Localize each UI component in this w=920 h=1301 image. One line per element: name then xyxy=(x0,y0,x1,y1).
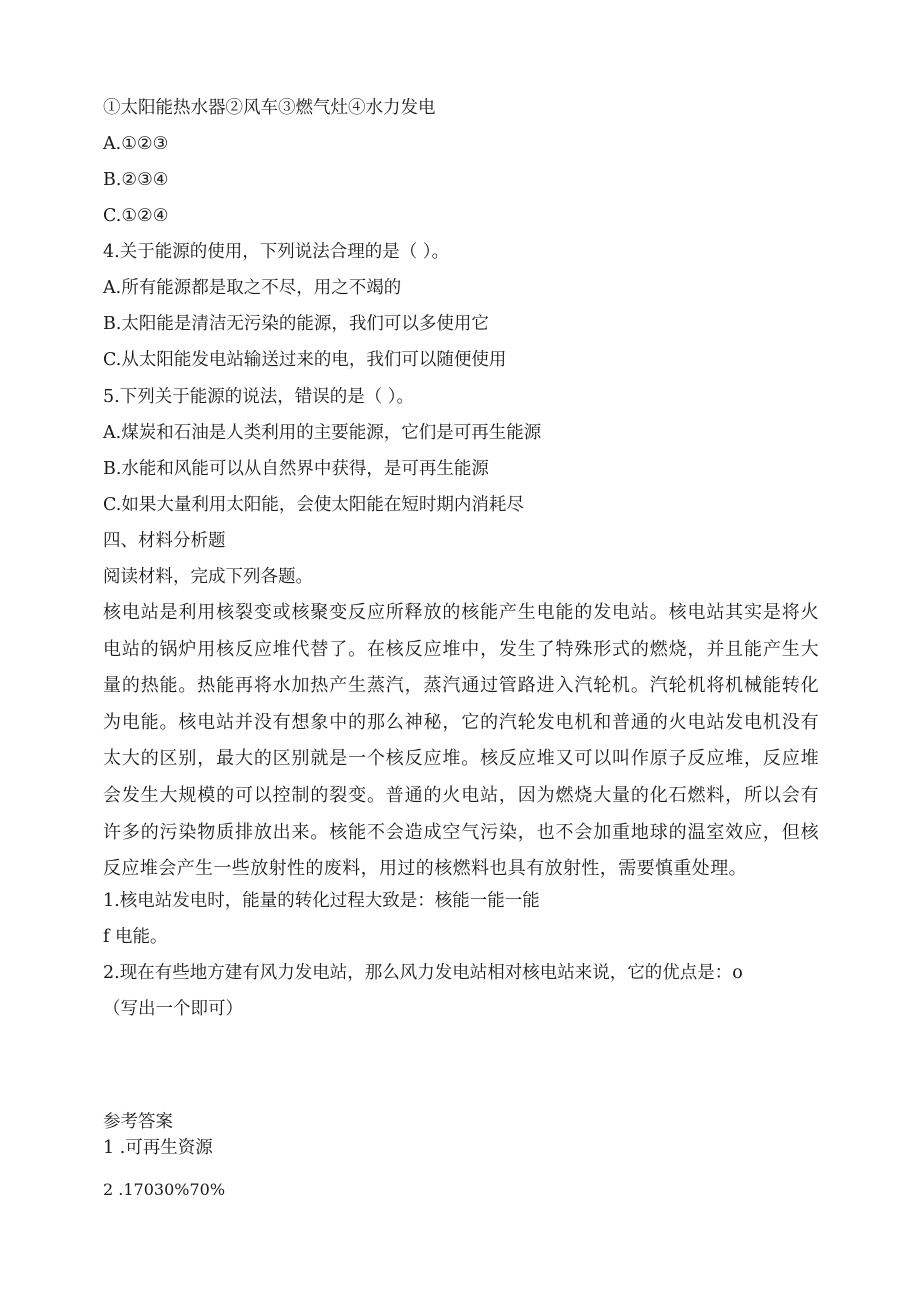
material-q1-line1: 1.核电站发电时，能量的转化过程大致是：核能一能一能 xyxy=(103,891,540,911)
q4-stem: 4.关于能源的使用，下列说法合理的是（ ）。 xyxy=(103,242,450,262)
answer-2: 2 .17030%70% xyxy=(103,1180,226,1199)
q5-option-b: B.水能和风能可以从自然界中获得，是可再生能源 xyxy=(103,459,489,479)
q4-option-b: B.太阳能是清洁无污染的能源，我们可以多使用它 xyxy=(103,314,489,334)
q4-option-c: C.从太阳能发电站输送过来的电，我们可以随便使用 xyxy=(103,350,507,370)
q3-items: ①太阳能热水器②风车③燃气灶④水力发电 xyxy=(103,98,436,118)
material-passage: 核电站是利用核裂变或核聚变反应所释放的核能产生电能的发电站。核电站其实是将火电站的锅炉用核反应堆代替了。在核反应堆中，发生了特殊形式的燃烧，并且能产生大量的热能。热能再将水加热产生蒸汽，蒸汽通过管路进入汽轮机。汽轮机将机械能转化为电能。核电站并没有想象中的那么神秘，它的汽轮发电机和普通的火电站发电机没有太大的区别，最大的区别就是一个核反应堆。核反应堆又可以叫作原子反应堆，反应堆会发生大规模的可以控制的裂变。普通的火电站，因为燃烧大量的化石燃料，所以会有许多的污染物质排放出来。核能不会造成空气污染，也不会加重地球的温室效应，但核反应堆会产生一些放射性的废料，用过的核燃料也具有放射性，需要慎重处理。 xyxy=(103,602,819,880)
answers-heading: 参考答案 xyxy=(103,1112,173,1132)
q4-option-a: A.所有能源都是取之不尽，用之不竭的 xyxy=(103,278,402,298)
q5-option-c: C.如果大量利用太阳能，会使太阳能在短时期内消耗尽 xyxy=(103,495,524,515)
answer-1: 1 .可再生资源 xyxy=(103,1138,213,1158)
section-heading: 四、材料分析题 xyxy=(103,531,226,551)
material-q2-line1: 2.现在有些地方建有风力发电站，那么风力发电站相对核电站来说，它的优点是：o xyxy=(103,963,743,983)
q3-option-a: A.①②③ xyxy=(103,134,169,154)
q3-option-b: B.②③④ xyxy=(103,170,169,190)
q3-option-c: C.①②④ xyxy=(103,206,169,226)
section-instruction: 阅读材料，完成下列各题。 xyxy=(103,567,313,587)
material-q1-line2: f 电能。 xyxy=(103,927,168,947)
q5-option-a: A.煤炭和石油是人类利用的主要能源，它们是可再生能源 xyxy=(103,423,542,443)
material-q2-line2: （写出一个即可） xyxy=(103,999,243,1019)
q5-stem: 5.下列关于能源的说法，错误的是（ ）。 xyxy=(103,387,415,407)
